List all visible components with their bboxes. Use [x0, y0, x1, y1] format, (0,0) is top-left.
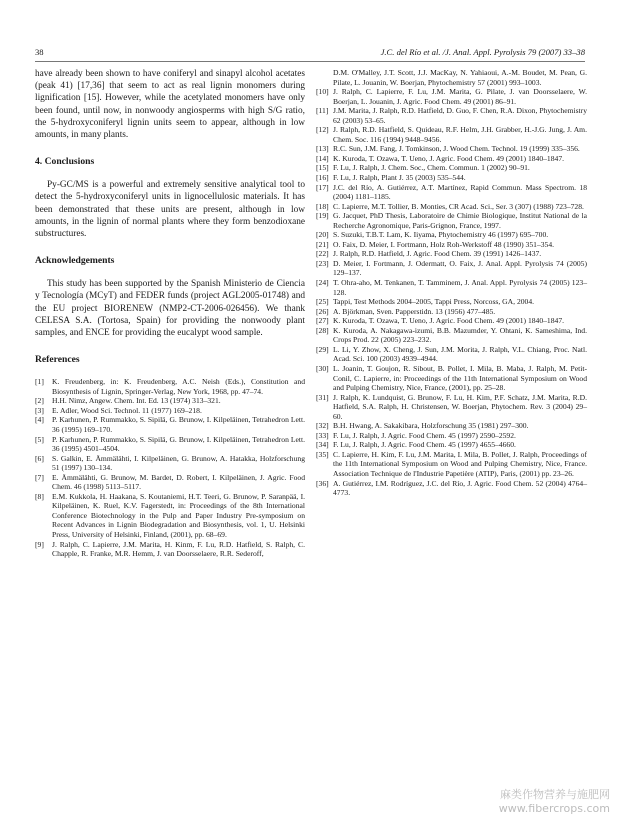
reference-text: T. Ohra-aho, M. Tenkanen, T. Tamminem, J. Anal. Appl. Pyrolysis 74 (2005) 123–128. — [333, 278, 587, 297]
reference-text: O. Faix, D. Meier, I. Fortmann, Holz Roh-Werkstoff 48 (1990) 351–354. — [333, 239, 555, 249]
reference-number: [7] — [35, 472, 44, 482]
reference-number: [24] — [316, 278, 329, 288]
reference-number: [22] — [316, 249, 329, 259]
reference-text: D.M. O'Malley, J.T. Scott, J.J. MacKay, N. Yahiaoui, A.-M. Boudet, M. Pean, G. Pilate, L. Jouanin, W. Boerjan, Phytochemistry 57 (2001) 993–1003. — [333, 68, 587, 87]
reference-text: P. Karhunen, P. Rummakko, S. Sipilä, G. Brunow, I. Kilpeläinen, Tetrahedron Lett. 36 (1995) 4501–4504. — [52, 434, 305, 454]
reference-number: [14] — [316, 153, 329, 163]
reference-entry — [316, 316, 587, 326]
journal-citation: J.C. del Río et al. /J. Anal. Appl. Pyrolysis 79 (2007) 33–38 — [380, 47, 585, 57]
reference-number: [23] — [316, 258, 329, 268]
reference-text: B.H. Hwang, A. Sakakibara, Holzforschung 35 (1981) 297–300. — [333, 421, 529, 431]
reference-entry — [316, 479, 587, 498]
reference-number: [11] — [316, 106, 329, 116]
reference-number: [6] — [35, 453, 44, 463]
reference-text: K. Kuroda, A. Nakagawa-izumi, B.B. Mazumder, Y. Ohtani, K. Sameshima, Ind. Crops Prod. 22 (2005) 223–232. — [333, 325, 587, 345]
reference-number: [4] — [35, 415, 44, 425]
reference-text: Tappi, Test Methods 2004–2005, Tappi Press, Norcoss, GA, 2004. — [333, 297, 535, 307]
reference-number: [35] — [316, 449, 329, 459]
running-header — [35, 47, 585, 61]
page-number: 38 — [35, 47, 44, 57]
reference-number: [32] — [316, 421, 329, 431]
reference-entry — [316, 393, 587, 422]
reference-entry — [316, 240, 587, 250]
references-list-right — [316, 68, 587, 498]
reference-number: [30] — [316, 363, 329, 373]
watermark-title: 麻类作物营养与施肥网 — [500, 788, 610, 801]
reference-text: K. Kuroda, T. Ozawa, T. Ueno, J. Agric. Food Chem. 49 (2001) 1840–1847. — [333, 316, 565, 326]
reference-entry — [316, 307, 587, 317]
reference-text: A. Gutiérrez, I.M. Rodríguez, J.C. del Río, J. Agric. Food Chem. 52 (2004) 4764–4773. — [333, 478, 587, 498]
reference-entry — [316, 230, 587, 240]
reference-entry — [316, 68, 587, 87]
reference-text: A. Björkman, Sven. Papperstidn. 13 (1956) 477–485. — [333, 306, 496, 316]
reference-text: J.M. Marita, J. Ralph, R.D. Hatfield, D. Guo, F. Chen, R.A. Dixon, Phytochemistry 62 (2003) 53–65. — [333, 106, 587, 125]
reference-text: J. Ralph, K. Lundquist, G. Brunow, F. Lu, H. Kim, P.F. Schatz, J.M. Marita, R.D. Hatfield, S.A. Ralph, H. Christensen, W. Boerjan, Phytochem. Rev. 3 (2004) 29–60. — [333, 392, 587, 421]
reference-entry — [316, 154, 587, 164]
reference-text: C. Lapierre, H. Kim, F. Lu, J.M. Marita, I. Mila, B. Pollet, J. Ralph, Proceedings of the 11th International Symposium on Wood and Pulping Chemistry, Nice, France. Association Technique de l'Industrie Papetière (ATIP), Paris, (2001) pp. 23–26. — [333, 449, 587, 478]
reference-text: F. Lu, J. Ralph, J. Chem. Soc., Chem. Commun. 1 (2002) 90–91. — [333, 163, 530, 173]
reference-number: [34] — [316, 440, 329, 450]
reference-entry — [316, 211, 587, 230]
reference-entry — [35, 540, 305, 559]
intro-paragraph: have already been shown to have coniferyl and sinapyl alcohol acetates (peak 41) [17,36] that seem to act as real lignin monomers during lignification [15]. However, while the acetylated monomers have only been found, until now, in nonwoody angiosperms with high S/G ratio, the 5-hydroxyconiferyl lignin units seem to appear, although in low amounts, in many plants. — [35, 69, 305, 141]
reference-entry — [35, 492, 305, 540]
reference-number: [12] — [316, 125, 329, 135]
reference-text: K. Kuroda, T. Ozawa, T. Ueno, J. Agric. Food Chem. 49 (2001) 1840–1847. — [333, 153, 565, 163]
reference-number: [28] — [316, 325, 329, 335]
reference-entry — [316, 440, 587, 450]
reference-text: J. Ralph, C. Lapierre, F. Lu, J.M. Marita, G. Pilate, J. van Doorsselaere, W. Boerjan, L. Jouanin, J. Agric. Food Chem. 49 (2001) 86–91. — [333, 87, 587, 106]
reference-text: G. Jacquet, PhD Thesis, Laboratoire de Chimie Biologique, Institut National de la Recherche Agronomique, Paris-Grignon, France, 1997. — [333, 211, 587, 230]
reference-entry — [35, 396, 305, 406]
reference-number: [2] — [35, 396, 44, 406]
acknowledgements-heading: Acknowledgements — [35, 255, 115, 267]
reference-number: [33] — [316, 430, 329, 440]
reference-text: F. Lu, J. Ralph, Plant J. 35 (2003) 535–544. — [333, 173, 466, 183]
right-column — [316, 68, 587, 498]
reference-entry — [316, 259, 587, 278]
reference-number: [31] — [316, 392, 329, 402]
reference-text: S. Suzuki, T.B.T. Lam, K. Iiyama, Phytochemistry 46 (1997) 695–700. — [333, 230, 549, 240]
reference-text: J. Ralph, R.D. Hatfield, J. Agric. Food Chem. 39 (1991) 1426–1437. — [333, 249, 542, 259]
reference-number: [15] — [316, 163, 329, 173]
acknowledgements-text: This study has been supported by the Spanish Ministerio de Ciencia y Tecnología (MCyT) and FEDER funds (project AGL2005-01748) and the EU project BIORENEW (NMP2-CT-2006-026456). We thank CELESA S.A. (Tortosa, Spain) for providing the nonwoody plant samples, and ENCE for providing the eucalypt wood sample. — [35, 279, 305, 339]
reference-entry — [316, 163, 587, 173]
reference-entry — [316, 202, 587, 212]
reference-text: K. Freudenberg, in: K. Freudenberg, A.C. Neish (Eds.), Constitution and Biosynthesis of Lignin, Springer-Verlag, New York, 1968, pp. 47–74. — [52, 377, 305, 396]
reference-entry — [35, 406, 305, 416]
reference-number: [29] — [316, 344, 329, 354]
reference-number: [8] — [35, 491, 44, 501]
reference-number: [25] — [316, 297, 329, 307]
reference-text: D. Meier, I. Fortmann, J. Odermatt, O. Faix, J. Anal. Appl. Pyrolysis 74 (2005) 129–137. — [333, 258, 587, 278]
reference-entry — [316, 125, 587, 144]
reference-entry — [316, 183, 587, 202]
conclusions-text: Py-GC/MS is a powerful and extremely sensitive analytical tool to detect the 5-hydroxyconiferyl units in lignocellulosic materials. It has been demonstrated that these units are present, although in low amounts, in the lignin of normal plants where they form benzodioxane substructures. — [35, 180, 305, 240]
reference-number: [17] — [316, 182, 329, 192]
reference-entry — [316, 450, 587, 479]
reference-entry — [316, 364, 587, 393]
reference-text: P. Karhunen, P. Rummakko, S. Sipilä, G. Brunow, I. Kilpeläinen, Tetrahedron Lett. 36 (1995) 169–170. — [52, 415, 305, 434]
reference-entry — [316, 106, 587, 125]
reference-text: E.M. Kukkola, H. Haakana, S. Koutaniemi, H.T. Teeri, G. Brunow, P. Saranpää, I. Kilpeläinen, K. Ruel, K.V. Fagerstedt, in: Proceedings of the 8th International Conference Biotechnology in the Pulp and Paper Industry Pre-symposium on Recent Advances in Lignin Biodegradation and Biosynthesis, vol. 1, U. Helsinki Press, University of Helsinki, Finland, (2001), pp. 68–69. — [52, 491, 305, 539]
header-rule — [35, 61, 585, 62]
reference-entry — [316, 297, 587, 307]
reference-text: J. Ralph, C. Lapierre, J.M. Marita, H. Kinm, F. Lu, R.D. Hatfield, S. Ralph, C. Chapple, R. Franke, M.R. Hemm, J. van Doorsselaere, R.R. Sederoff, — [52, 539, 305, 559]
reference-entry — [316, 87, 587, 106]
reference-text: L. Li, Y. Zhow, X. Cheng, J. Sun, J.M. Morita, J. Ralph, V.L. Chiang, Proc. Natl. Acad. Sci. 100 (2003) 4939–4944. — [333, 344, 587, 364]
reference-text: L. Joanin, T. Goujon, R. Sibout, B. Pollet, I. Mila, B. Maba, J. Ralph, M. Petit-Conil, C. Lapierre, in: Proceedings of the 11th International Symposium on Wood and Pulping Chemistry, Nice, France, (2001), pp. 25–28. — [333, 363, 587, 393]
conclusions-heading: 4. Conclusions — [35, 156, 95, 168]
reference-entry — [35, 435, 305, 454]
reference-entry — [316, 173, 587, 183]
reference-entry — [316, 326, 587, 345]
reference-text: F. Lu, J. Ralph, J. Agric. Food Chem. 45 (1997) 2590–2592. — [333, 430, 516, 440]
reference-number: [3] — [35, 405, 44, 415]
reference-number: [13] — [316, 144, 329, 154]
watermark — [499, 788, 610, 816]
reference-number: [27] — [316, 316, 329, 326]
reference-number: [10] — [316, 87, 329, 97]
watermark-url: www.fibercrops.com — [498, 802, 610, 815]
left-column — [35, 68, 305, 559]
reference-number: [1] — [35, 377, 44, 387]
reference-entry — [316, 278, 587, 297]
reference-number — [316, 68, 333, 87]
reference-entry — [316, 249, 587, 259]
reference-number: [36] — [316, 478, 329, 488]
reference-entry — [35, 454, 305, 473]
reference-text: R.C. Sun, J.M. Fang, J. Tomkinson, J. Wood Chem. Technol. 19 (1999) 335–356. — [333, 144, 580, 154]
reference-text: C. Lapierre, M.T. Tollier, B. Monties, CR Acad. Sci., Ser. 3 (307) (1988) 723–728. — [333, 201, 584, 211]
reference-text: H.H. Nimz, Angew. Chem. Int. Ed. 13 (1974) 313–321. — [52, 396, 221, 406]
reference-number: [20] — [316, 230, 329, 240]
reference-number: [26] — [316, 306, 329, 316]
reference-text: J.C. del Río, A. Gutiérrez, A.T. Martínez, Rapid Commun. Mass Spectrom. 18 (2004) 1181–1185. — [333, 182, 587, 202]
reference-entry — [35, 415, 305, 434]
reference-text: F. Lu, J. Ralph, J. Agric. Food Chem. 45 (1997) 4655–4660. — [333, 440, 516, 450]
references-heading: References — [35, 354, 80, 366]
reference-entry — [316, 345, 587, 364]
reference-number: [9] — [35, 539, 44, 549]
references-list-left — [35, 377, 305, 558]
reference-number: [18] — [316, 201, 329, 211]
reference-entry — [35, 473, 305, 492]
reference-number: [5] — [35, 434, 44, 444]
reference-text: J. Ralph, R.D. Hatfield, S. Quideau, R.F. Helm, J.H. Grabber, H.-J.G. Jung, J. Am. Chem. Soc. 116 (1994) 9448–9456. — [333, 125, 587, 144]
reference-text: S. Galkin, E. Ämmälähti, I. Kilpeläinen, G. Brunow, A. Hatakka, Holzforschung 51 (1997) 130–134. — [52, 453, 305, 473]
reference-entry — [316, 144, 587, 154]
reference-entry — [316, 431, 587, 441]
reference-text: E. Ämmälähti, G. Brunow, M. Bardet, D. Robert, I. Kilpeläinen, J. Agric. Food Chem. 46 (1998) 5113–5117. — [52, 472, 305, 492]
reference-entry — [35, 377, 305, 396]
reference-entry — [316, 421, 587, 431]
reference-number: [19] — [316, 211, 329, 221]
reference-number: [21] — [316, 239, 329, 249]
reference-text: E. Adler, Wood Sci. Technol. 11 (1977) 169–218. — [52, 405, 202, 415]
reference-number: [16] — [316, 173, 329, 183]
